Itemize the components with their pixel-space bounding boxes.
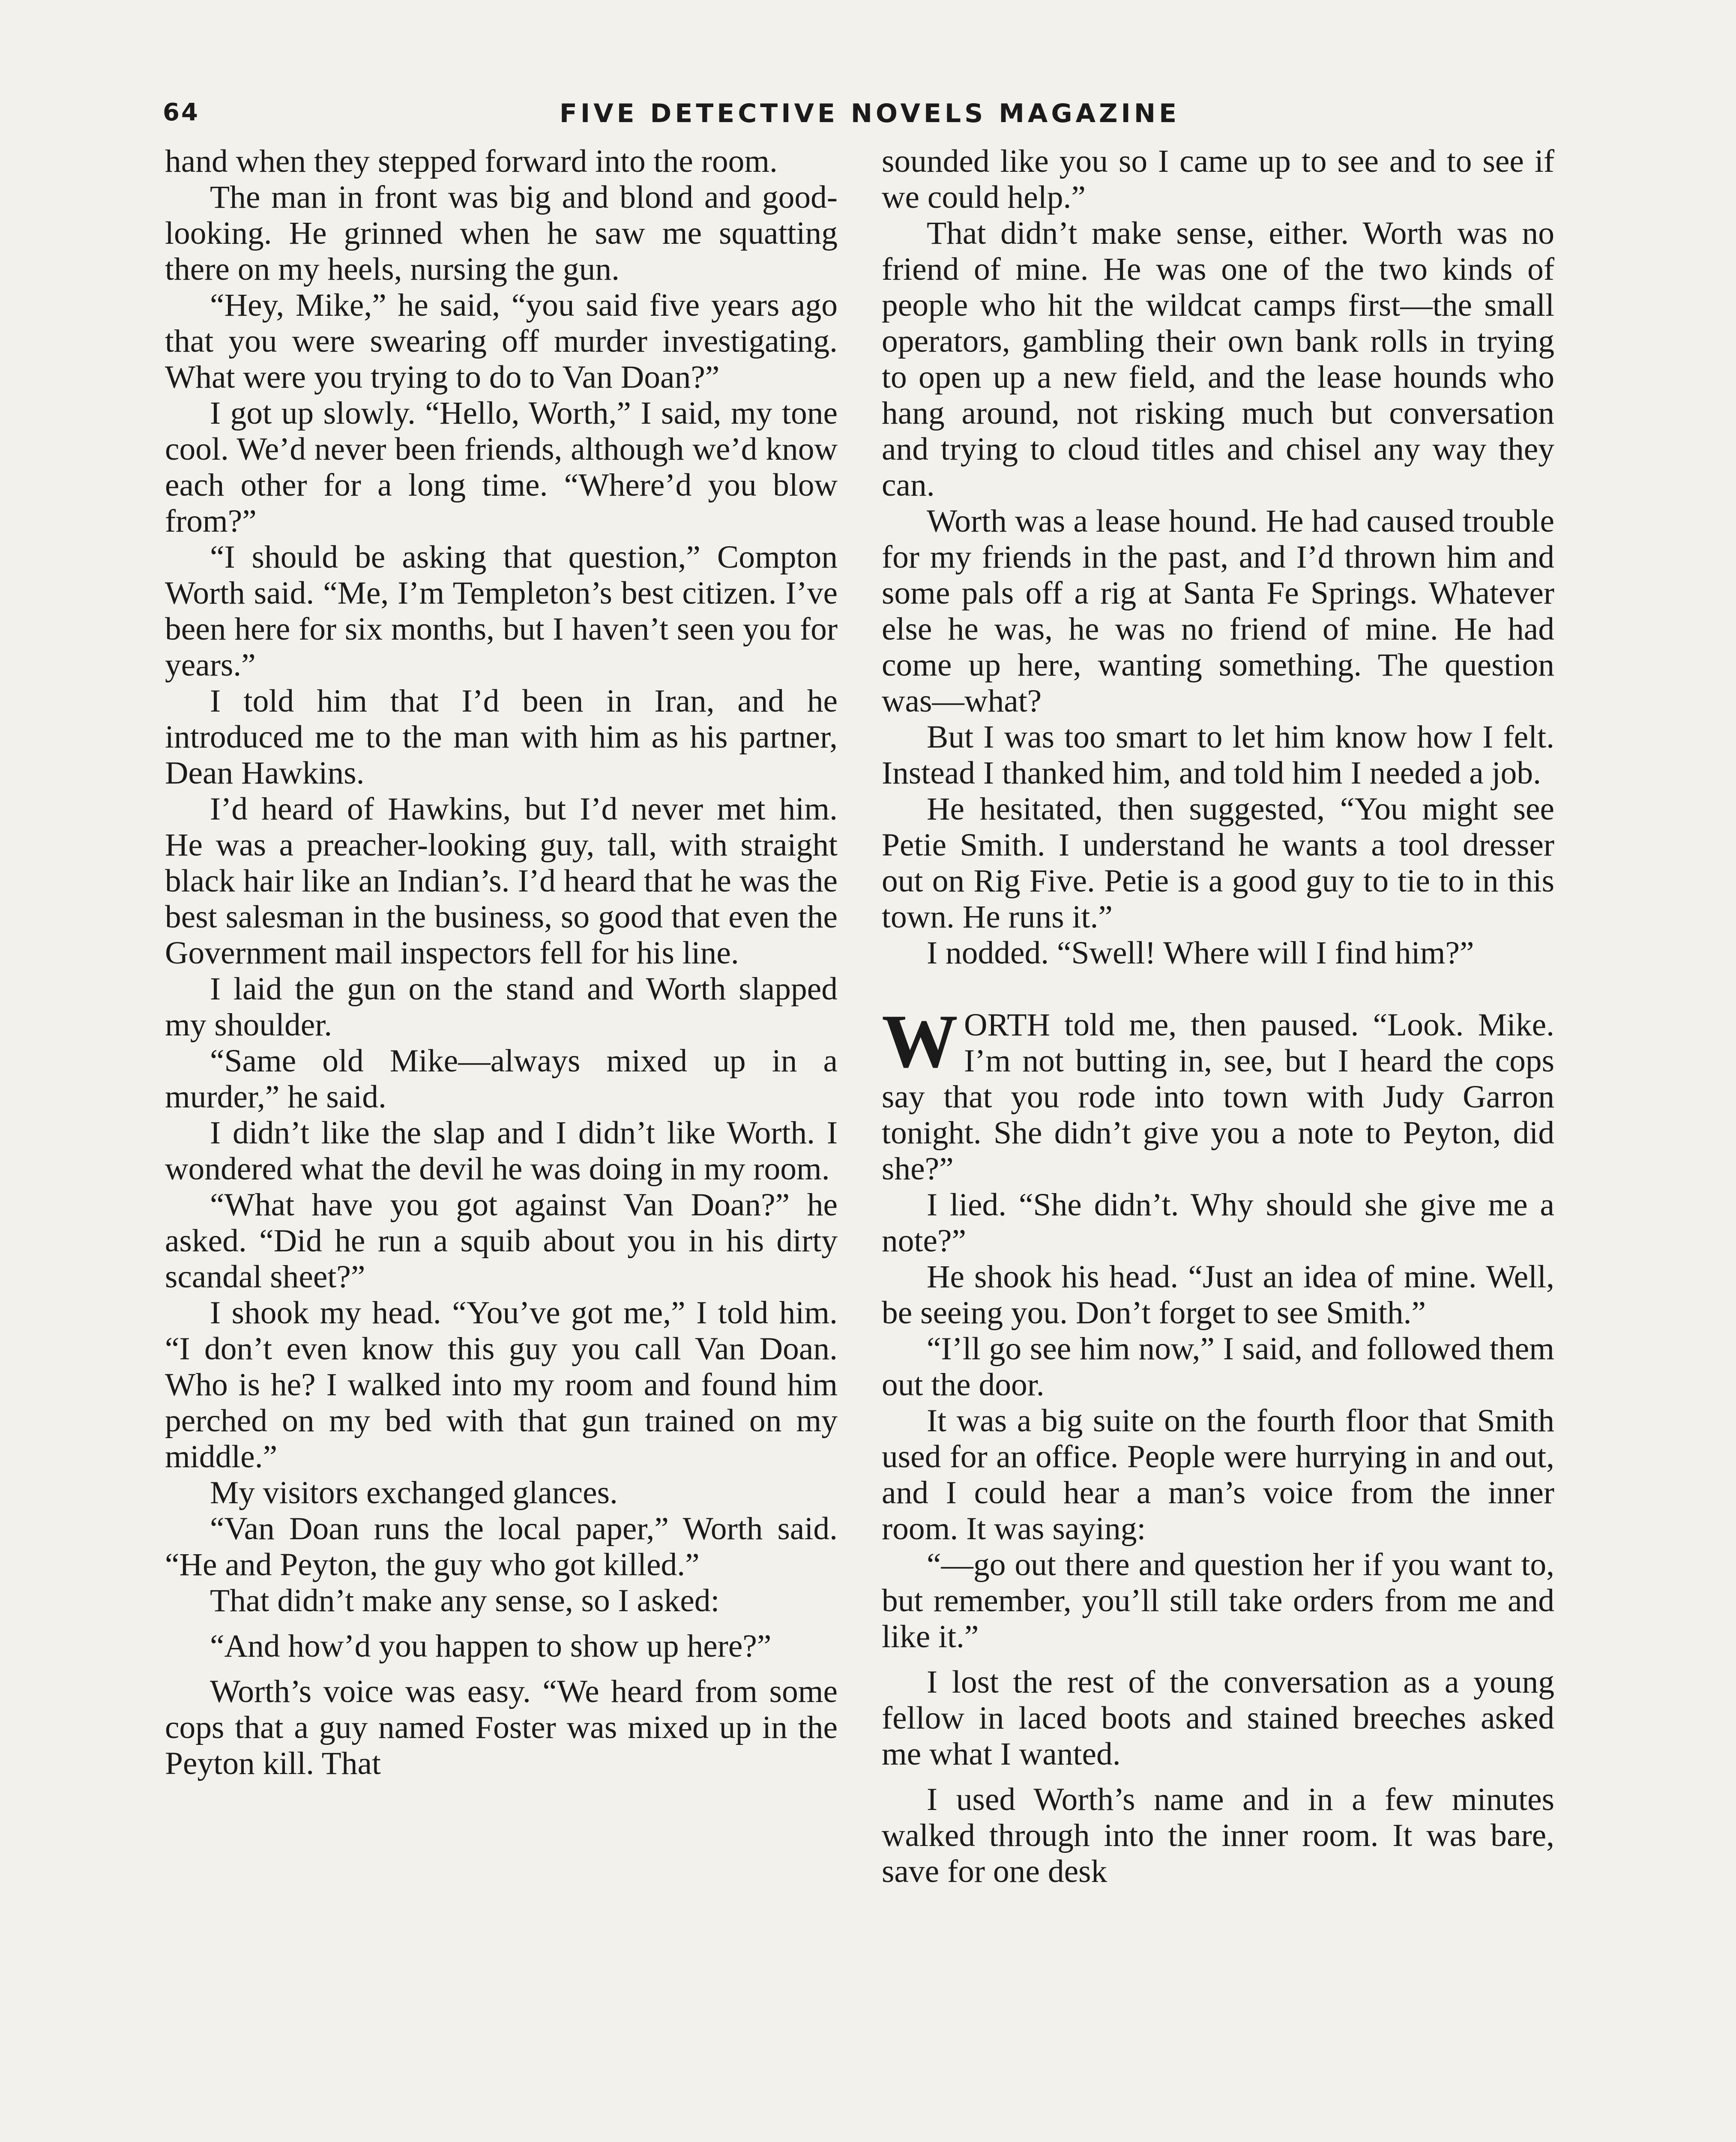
paragraph: “What have you got against Van Doan?” he asked. “Did he run a squib about you in his dirty scandal sheet?” [165,1187,838,1295]
magazine-title: FIVE DETECTIVE NOVELS MAGAZINE [559,99,1180,129]
paragraph: “Same old Mike—always mixed up in a murder,” he said. [165,1043,838,1115]
paragraph: That didn’t make sense, either. Worth was no friend of mine. He was one of the two kinds of people who hit the wildcat camps first—the small operators, gambling their own bank rolls in trying to open up a new field, and the lease hounds who hang around, not risking much but conversation and trying to cloud titles and chisel any way they can. [882,215,1554,503]
paragraph: I used Worth’s name and in a few minutes walked through into the inner room. It was bare, save for one desk [882,1782,1554,1889]
paragraph: The man in front was big and blond and good-looking. He grinned when he saw me squatting there on my heels, nursing the gun. [165,179,838,287]
paragraph: Worth was a lease hound. He had caused trouble for my friends in the past, and I’d thrown him and some pals off a rig at Santa Fe Springs. Whatever else he was, he was no friend of mine. He had come up here, wanting something. The question was—what? [882,503,1554,719]
paragraph: I’d heard of Hawkins, but I’d never met him. He was a preacher-looking guy, tall, with straight black hair like an Indian’s. I’d heard that he was the best salesman in the business, so good that even the Government mail inspectors fell for his line. [165,791,838,971]
right-column [882,144,1554,1890]
page-number: 64 [163,99,200,126]
paragraph: I didn’t like the slap and I didn’t like Worth. I wondered what the devil he was doing in my room. [165,1115,838,1187]
paragraph: I nodded. “Swell! Where will I find him?” [927,935,1474,971]
paragraph: “Van Doan runs the local paper,” Worth said. “He and Peyton, the guy who got killed.” [165,1511,838,1583]
paragraph: “Hey, Mike,” he said, “you said five years ago that you were swearing off murder investigating. What were you trying to do to Van Doan?” [165,287,838,395]
paragraph: “I’ll go see him now,” I said, and followed them out the door. [882,1331,1554,1403]
page-header [163,99,1577,137]
paragraph: hand when they stepped forward into the room. [165,144,778,179]
paragraph: Worth’s voice was easy. “We heard from some cops that a guy named Foster was mixed up in the Peyton kill. That [165,1674,838,1781]
paragraph: He hesitated, then suggested, “You might see Petie Smith. I understand he wants a tool dresser out on Rig Five. Petie is a good guy to tie to in this town. He runs it.” [882,791,1554,935]
drop-cap: W [882,999,958,1083]
paragraph: “—go out there and question her if you want to, but remember, you’ll still take orders from me and like it.” [882,1547,1554,1654]
paragraph: I shook my head. “You’ve got me,” I told him. “I don’t even know this guy you call Van Doan. Who is he? I walked into my room and found him perched on my bed with that gun trained on my middle.” [165,1295,838,1475]
paragraph: My visitors exchanged glances. [210,1475,618,1511]
paragraph: sounded like you so I came up to see and to see if we could help.” [882,144,1554,215]
paragraph: I told him that I’d been in Iran, and he introduced me to the man with him as his partner, Dean Hawkins. [165,683,838,791]
paragraph: But I was too smart to let him know how I felt. Instead I thanked him, and told him I needed a job. [882,719,1554,791]
paragraph: “And how’d you happen to show up here?” [210,1628,772,1664]
paragraph-text: ORTH told me, then paused. “Look. Mike. I’m not butting in, see, but I heard the cops say that you rode into town with Judy Garron tonight. She didn’t give you a note to Peyton, did she?” [882,1007,1554,1187]
paragraph: I got up slowly. “Hello, Worth,” I said, my tone cool. We’d never been friends, although we’d know each other for a long time. “Where’d you blow from?” [165,395,838,539]
paragraph: “I should be asking that question,” Compton Worth said. “Me, I’m Templeton’s best citizen. I’ve been here for six months, but I haven’t seen you for years.” [165,539,838,683]
left-column [165,144,838,1782]
paragraph: He shook his head. “Just an idea of mine. Well, be seeing you. Don’t forget to see Smith.” [882,1259,1554,1331]
paragraph: I lied. “She didn’t. Why should she give me a note?” [882,1187,1554,1259]
paragraph: I laid the gun on the stand and Worth slapped my shoulder. [165,971,838,1043]
paragraph: I lost the rest of the conversation as a young fellow in laced boots and stained breeches asked me what I wanted. [882,1664,1554,1772]
paragraph: That didn’t make any sense, so I asked: [210,1583,720,1618]
paragraph: It was a big suite on the fourth floor that Smith used for an office. People were hurrying in and out, and I could hear a man’s voice from the inner room. It was saying: [882,1403,1554,1547]
paragraph-with-drop-cap [882,999,1554,1187]
